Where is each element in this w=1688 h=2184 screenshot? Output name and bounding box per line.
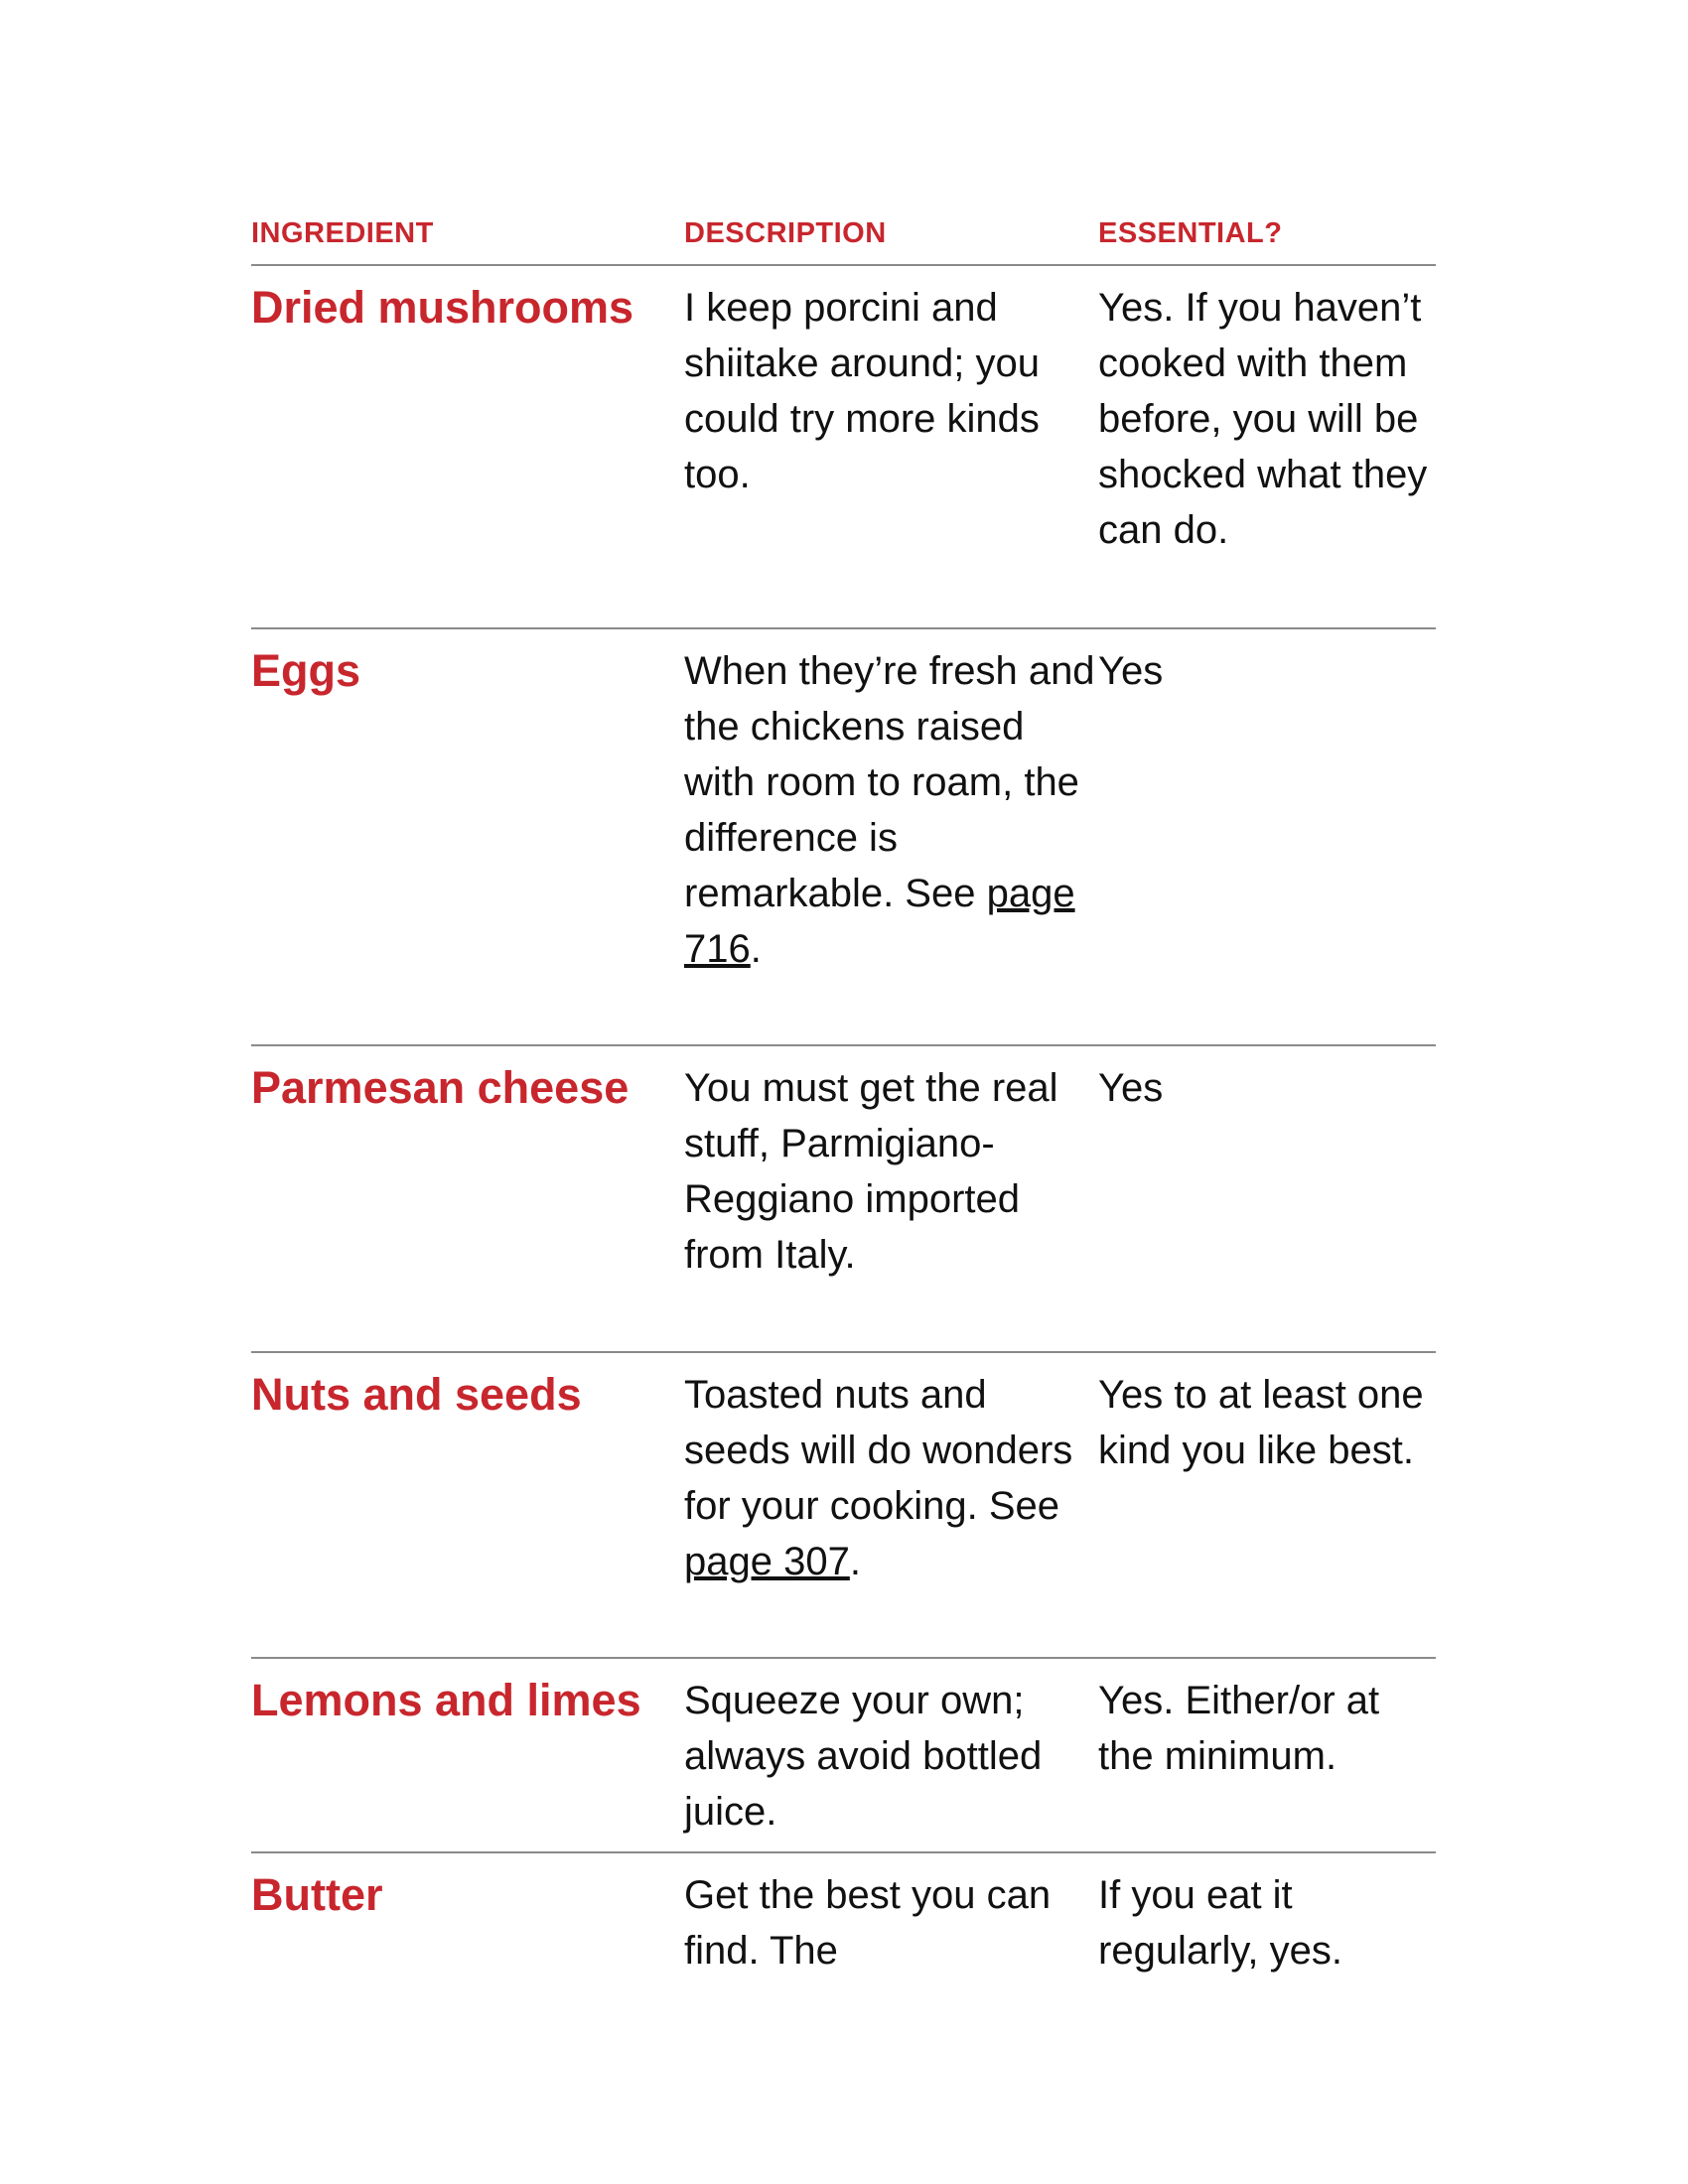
table-row xyxy=(251,1353,1436,1659)
ingredient-description: Squeeze your own; always avoid bottled juice. xyxy=(684,1679,1043,1834)
ingredient-name: Dried mushrooms xyxy=(251,282,634,333)
table-header xyxy=(251,211,1436,266)
ingredient-essential: If you eat it regularly, yes. xyxy=(1098,1873,1343,1973)
table-row xyxy=(251,629,1436,1046)
ingredient-name: Lemons and limes xyxy=(251,1675,641,1725)
table-row xyxy=(251,1853,1436,2002)
ingredient-description xyxy=(684,629,1098,1044)
ingredient-name: Parmesan cheese xyxy=(251,1062,630,1113)
page-link[interactable]: page 716 xyxy=(684,872,1075,971)
header-ingredient: INGREDIENT xyxy=(251,217,434,249)
ingredient-name: Eggs xyxy=(251,645,361,696)
ingredient-essential: Yes. If you haven’t cooked with them before, you will be shocked what they can do. xyxy=(1098,286,1428,552)
description-suffix: . xyxy=(750,927,762,971)
page-link[interactable]: page 307 xyxy=(684,1540,850,1583)
header-description: DESCRIPTION xyxy=(684,217,887,249)
ingredient-essential: Yes xyxy=(1098,1066,1164,1110)
table-row xyxy=(251,266,1436,629)
header-essential: ESSENTIAL? xyxy=(1098,217,1283,249)
ingredient-essential: Yes. Either/or at the minimum. xyxy=(1098,1679,1380,1778)
description-text: When they’re fresh and the chickens raised with room to roam, the difference is remarkable. See xyxy=(684,649,1095,915)
ingredient-name: Nuts and seeds xyxy=(251,1369,582,1420)
ingredients-table xyxy=(251,211,1436,2002)
ingredient-description xyxy=(684,1353,1098,1657)
ingredient-essential: Yes to at least one kind you like best. xyxy=(1098,1373,1424,1472)
ingredient-essential: Yes xyxy=(1098,649,1164,693)
ingredient-name: Butter xyxy=(251,1869,383,1920)
description-suffix: . xyxy=(849,1540,861,1583)
table-row xyxy=(251,1659,1436,1853)
table-row xyxy=(251,1046,1436,1353)
ingredient-description: I keep porcini and shiitake around; you could try more kinds too. xyxy=(684,286,1041,496)
ingredient-description: You must get the real stuff, Parmigiano-Reggiano imported from Italy. xyxy=(684,1066,1058,1277)
ingredient-description: Get the best you can find. The xyxy=(684,1873,1052,1973)
description-text: Toasted nuts and seeds will do wonders for your cooking. See xyxy=(684,1373,1073,1528)
